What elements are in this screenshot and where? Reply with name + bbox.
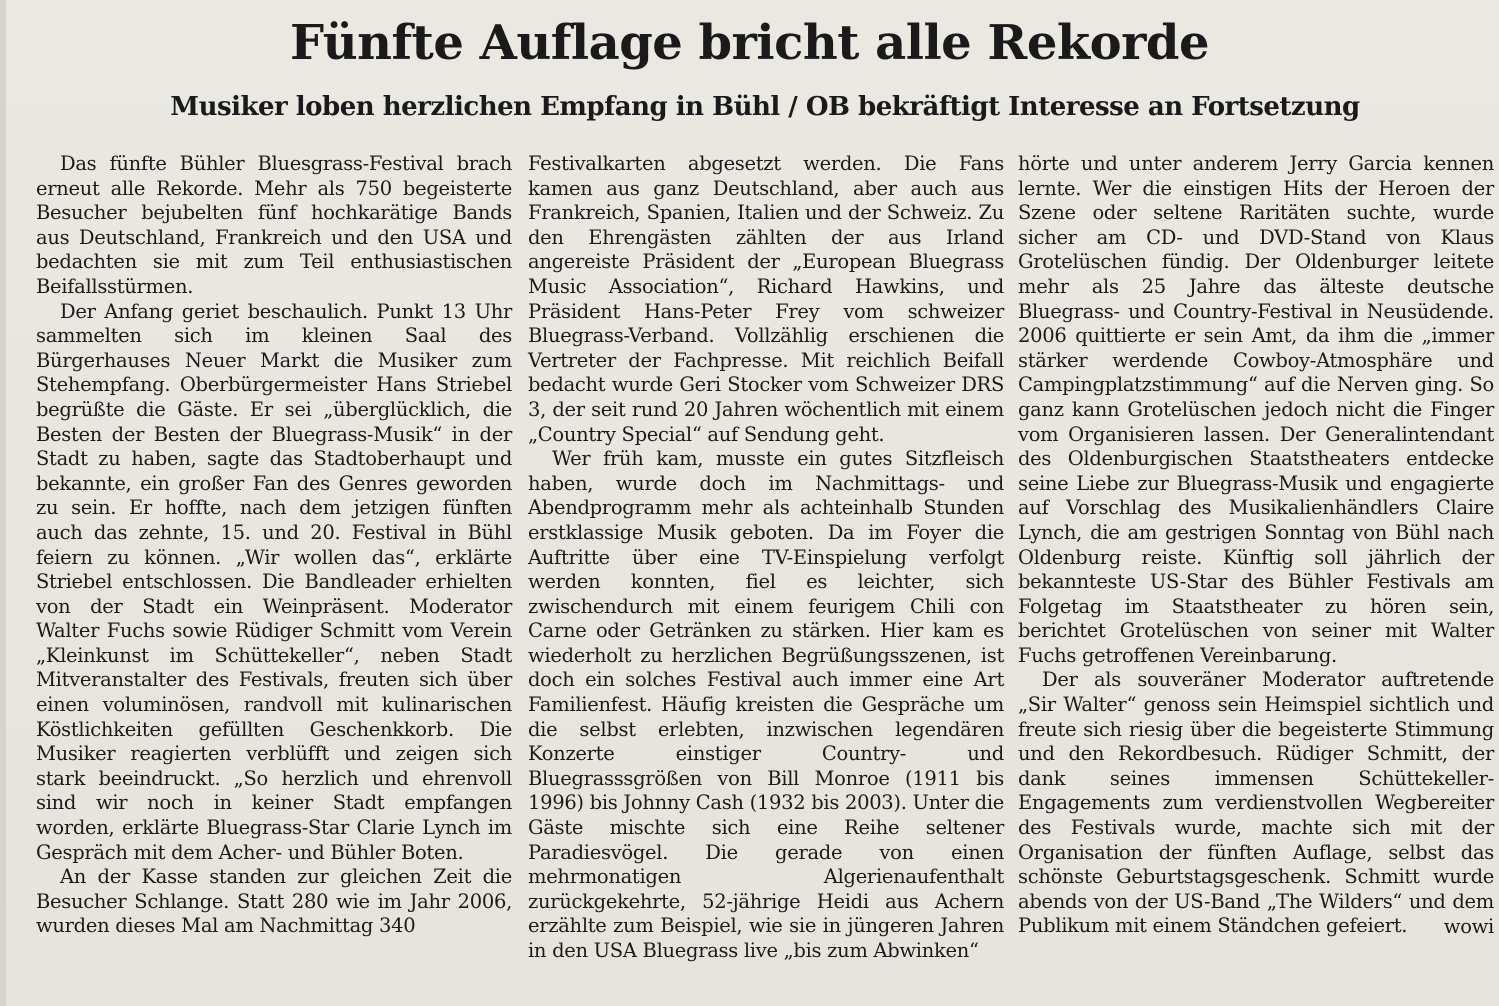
article-column-2	[528, 152, 1004, 964]
paragraph: hörte und unter anderem Jerry Garcia kennen lernte. Wer die einstigen Hits der Heroen der Szene oder seltene Raritäten suchte, wurde sicher am CD- und DVD-Stand von Klaus Grotelüschen fündig. Der Oldenburger leitete mehr als 25 Jahre das älteste deutsche Bluegrass- und Country-Festival in Neusüdende. 2006 quittierte er sein Amt, da ihm die „immer stärker werdende Cowboy-Atmosphäre und Campingplatzstimmung“ auf die Nerven ging. So ganz kann Grotelüschen jedoch nicht die Finger vom Organisieren lassen. Der Generalintendant des Oldenburgischen Staatstheaters entdecke seine Liebe zur Bluegrass-Musik und engagierte auf Vorschlag des Musikalienhändlers Claire Lynch, die am gestrigen Sonntag von Bühl nach Oldenburg reiste. Künftig soll jährlich der bekannteste US-Star des Bühler Festivals am Folgetag im Staatstheater zu hören sein, berichtet Grotelüschen von seiner mit Walter Fuchs getroffenen Vereinbarung.	[1018, 152, 1494, 667]
article-subheadline: Musiker loben herzlichen Empfang in Bühl / OB bekräftigt Interesse an Fortsetzung	[170, 92, 1360, 122]
paragraph: Der Anfang geriet beschaulich. Punkt 13 Uhr sammelten sich im kleinen Saal des Bürgerhauses Neuer Markt die Musiker zum Stehempfang. Oberbürgermeister Hans Striebel begrüßte die Gäste. Er sei „überglücklich, die Besten der Besten der Bluegrass-Musik“ in der Stadt zu haben, sagte das Stadtoberhaupt und bekannte, ein großer Fan des Genres geworden zu sein. Er hoffte, nach dem jetzigen fünften auch das zehnte, 15. und 20. Festival in Bühl feiern zu können. „Wir wollen das“, erklärte Striebel entschlossen. Die Bandleader erhielten von der Stadt ein Weinpräsent. Moderator Walter Fuchs sowie Rüdiger Schmitt vom Verein „Kleinkunst im Schüttekeller“, neben Stadt Mitveranstalter des Festivals, freuten sich über einen voluminösen, randvoll mit kulinarischen Köstlichkeiten gefüllten Geschenkkorb. Die Musiker reagierten verblüfft und zeigen sich stark beeindruckt. „So herzlich und ehrenvoll sind wir noch in keiner Stadt empfangen worden, erklärte Bluegrass-Star Clarie Lynch im Gespräch mit dem Acher- und Bühler Boten.	[36, 299, 512, 864]
article-column-3	[1018, 152, 1494, 940]
author-signature: wowi	[1443, 915, 1494, 938]
paragraph: Wer früh kam, musste ein gutes Sitzfleisch haben, wurde doch im Nachmittags- und Abendprogramm mehr als achteinhalb Stunden erstklassige Musik geboten. Da im Foyer die Auftritte über eine TV-Einspielung verfolgt werden konnten, fiel es leichter, sich zwischendurch mit einem feurigem Chili con Carne oder Getränken zu stärken. Hier kam es wiederholt zu herzlichen Begrüßungsszenen, ist doch ein solches Festival auch immer eine Art Familienfest. Häufig kreisten die Gespräche um die selbst erlebten, inzwischen legendären Konzerte einstiger Country- und Bluegrasssgrößen von Bill Monroe (1911 bis 1996) bis Johnny Cash (1932 bis 2003). Unter die Gäste mischte sich eine Reihe seltener Paradiesvögel. Die gerade von einen mehrmonatigen Algerienaufenthalt zurückgekehrte, 52-jährige Heidi aus Achern erzählte zum Beispiel, wie sie in jüngeren Jahren in den USA Bluegrass live „bis zum Abwinken“	[528, 447, 1004, 962]
paragraph: Das fünfte Bühler Bluesgrass-Festival brach erneut alle Rekorde. Mehr als 750 begeisterte Besucher bejubelten fünf hochkarätige Bands aus Deutschland, Frankreich und den USA und bedachten sie mit zum Teil enthusiastischen Beifallsstürmen.	[36, 152, 512, 298]
page-edge-shadow	[0, 0, 6, 1006]
article-column-1	[36, 152, 512, 939]
paragraph: Der als souveräner Moderator auftretende „Sir Walter“ genoss sein Heimspiel sichtlich und freute sich riesig über die begeisterte Stimmung und den Rekordbesuch. Rüdiger Schmitt, der dank seines immensen Schüttekeller-Engagements zum verdienstvollen Wegbereiter des Festivals wurde, machte sich mit der Organisation der fünften Auflage, selbst das schönste Geburtstagsgeschenk. Schmitt wurde abends von der US-Band „The Wilders“ und dem Publikum mit einem Ständchen gefeiert.	[1018, 668, 1494, 938]
article-headline: Fünfte Auflage bricht alle Rekorde	[289, 15, 1210, 71]
paragraph: Festivalkarten abgesetzt werden. Die Fans kamen aus ganz Deutschland, aber auch aus Frankreich, Spanien, Italien und der Schweiz. Zu den Ehrengästen zählten der aus Irland angereiste Präsident der „European Bluegrass Music Association“, Richard Hawkins, und Präsident Hans-Peter Frey vom schweizer Bluegrass-Verband. Vollzählig erschienen die Vertreter der Fachpresse. Mit reichlich Beifall bedacht wurde Geri Stocker vom Schweizer DRS 3, der seit rund 20 Jahren wöchentlich mit einem „Country Special“ auf Sendung geht.	[528, 152, 1004, 446]
paragraph: An der Kasse standen zur gleichen Zeit die Besucher Schlange. Statt 280 wie im Jahr 2006, wurden dieses Mal am Nachmittag 340	[36, 865, 512, 938]
